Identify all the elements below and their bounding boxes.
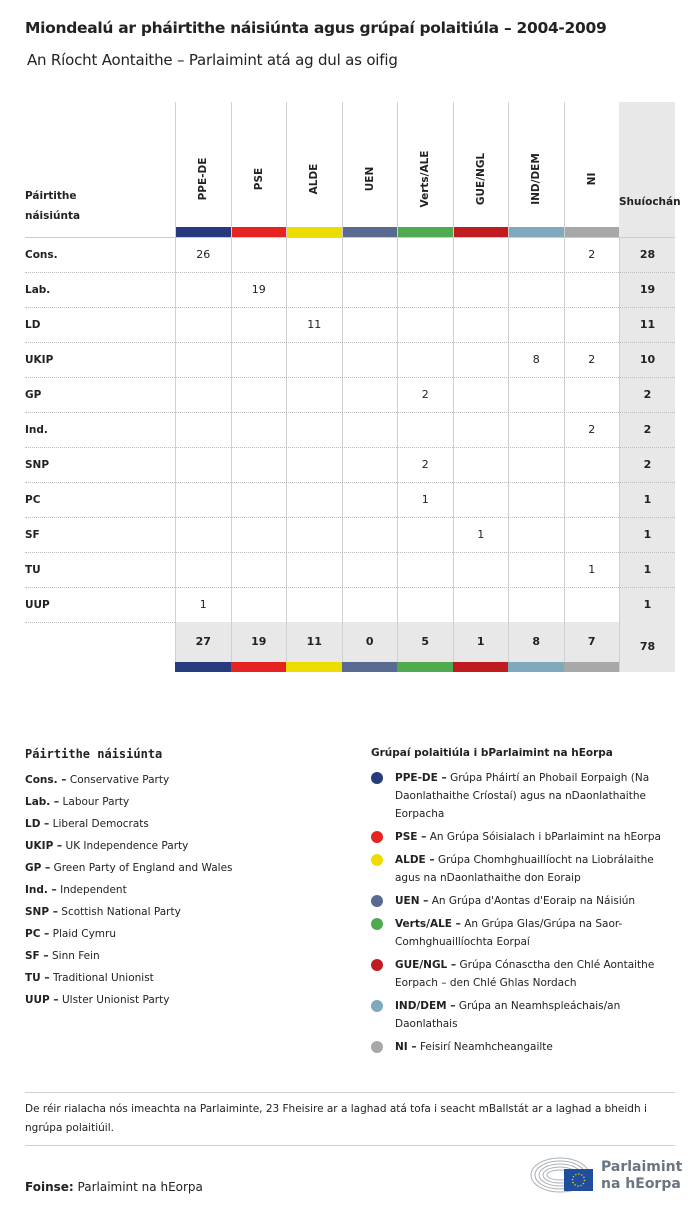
group-code-text: Verts/ALE	[419, 150, 432, 208]
group-color-bar	[343, 227, 398, 237]
group-color-bar	[565, 227, 620, 237]
grand-total: 78	[619, 622, 675, 672]
table-row	[25, 447, 675, 482]
seat-cell	[231, 483, 287, 518]
row-total: 1	[619, 518, 675, 553]
party-label: LD	[25, 319, 41, 331]
party-label: SF	[25, 529, 40, 541]
seat-cell	[286, 413, 342, 448]
seat-cell	[508, 588, 564, 623]
group-name: Grúpa Cónasctha den Chlé Aontaithe Eorpach – den Chlé Ghlas Nordach	[395, 959, 655, 989]
group-column-header	[175, 102, 231, 237]
group-code-text: IND/DEM	[530, 153, 543, 205]
table-row	[25, 587, 675, 622]
table-row	[25, 517, 675, 552]
group-color-dot-icon	[371, 895, 383, 907]
seat-cell	[231, 238, 287, 273]
seat-cell	[231, 378, 287, 413]
party-abbr: Cons. –	[25, 774, 67, 786]
seat-cell	[342, 483, 398, 518]
seat-cell	[508, 448, 564, 483]
seat-cell	[342, 413, 398, 448]
seat-cell	[397, 553, 453, 588]
group-total-cell: 1	[453, 622, 509, 662]
group-total-cell: 0	[342, 622, 398, 662]
seat-cell	[286, 588, 342, 623]
seat-cell: 2	[564, 343, 620, 378]
table-row	[25, 377, 675, 412]
row-total: 1	[619, 483, 675, 518]
seat-cell	[397, 413, 453, 448]
seat-cell	[397, 238, 453, 273]
group-legend-item	[371, 769, 675, 823]
logo-line2: na hEorpa	[601, 1176, 681, 1192]
seat-cell	[564, 273, 620, 308]
group-color-dot-icon	[371, 1041, 383, 1053]
party-legend-item	[25, 813, 233, 835]
party-legend-item	[25, 945, 233, 967]
group-color-bar	[286, 662, 342, 672]
seat-cell	[175, 273, 231, 308]
group-abbr: GUE/NGL –	[395, 959, 457, 971]
party-legend-item	[25, 989, 233, 1011]
party-abbr: TU –	[25, 972, 50, 984]
group-color-bar	[398, 227, 453, 237]
group-color-dot-icon	[371, 772, 383, 784]
group-name: Grúpa Pháirtí an Phobail Eorpaigh (Na Daonlathaithe Críostaí) agus na nDaonlathaithe Eorpacha	[395, 772, 650, 820]
group-legend-item	[371, 997, 675, 1033]
table-row	[25, 552, 675, 587]
group-column-header	[286, 102, 342, 237]
seat-cell	[175, 343, 231, 378]
row-total: 2	[619, 413, 675, 448]
party-name: Scottish National Party	[61, 906, 181, 918]
seat-cell: 1	[175, 588, 231, 623]
party-label: Ind.	[25, 424, 48, 436]
party-legend	[25, 747, 233, 1011]
group-legend-title: Grúpaí polaitiúla i bParlaimint na hEorpa	[371, 747, 613, 759]
party-label: TU	[25, 564, 41, 576]
seat-cell: 8	[508, 343, 564, 378]
party-legend-item	[25, 901, 233, 923]
party-abbr: GP –	[25, 862, 51, 874]
table-row	[25, 237, 675, 272]
row-total: 28	[619, 238, 675, 273]
group-color-bar	[175, 662, 231, 672]
seat-cell: 2	[564, 413, 620, 448]
seat-cell: 2	[397, 448, 453, 483]
seat-cell	[453, 483, 509, 518]
party-label: Lab.	[25, 284, 51, 296]
group-name: Feisirí Neamhcheangailte	[419, 1041, 553, 1053]
seat-cell	[508, 413, 564, 448]
seat-cell	[231, 448, 287, 483]
party-legend-item	[25, 857, 233, 879]
party-legend-title: Páirtithe náisiúnta	[25, 747, 163, 761]
seat-cell	[397, 518, 453, 553]
group-total-cell: 7	[564, 622, 620, 662]
party-label: PC	[25, 494, 41, 506]
seat-cell	[175, 413, 231, 448]
seat-cell	[286, 553, 342, 588]
group-column-header	[508, 102, 564, 237]
seat-cell	[453, 378, 509, 413]
group-abbr: IND/DEM –	[395, 1000, 456, 1012]
seat-cell	[397, 343, 453, 378]
seat-cell	[453, 448, 509, 483]
group-color-dot-icon	[371, 1000, 383, 1012]
table-row	[25, 412, 675, 447]
group-total-cell: 19	[231, 622, 287, 662]
group-abbr: PSE –	[395, 831, 427, 843]
seat-cell	[564, 483, 620, 518]
seat-cell	[342, 238, 398, 273]
group-abbr: UEN –	[395, 895, 429, 907]
seat-cell	[231, 413, 287, 448]
group-code-text: UEN	[363, 166, 376, 192]
group-name: An Grúpa d'Aontas d'Eoraip na Náisiún	[431, 895, 636, 907]
group-column-header	[564, 102, 620, 237]
seat-cell	[342, 273, 398, 308]
total-column-header: Shuíochán	[619, 102, 675, 237]
seat-cell	[342, 378, 398, 413]
group-total-cell: 27	[175, 622, 231, 662]
group-column-header	[231, 102, 287, 237]
divider	[25, 1092, 675, 1093]
seat-cell	[342, 343, 398, 378]
seat-cell	[342, 588, 398, 623]
group-legend-item	[371, 1038, 675, 1056]
seat-cell: 2	[564, 238, 620, 273]
group-legend-item	[371, 828, 675, 846]
table-row	[25, 307, 675, 342]
seat-cell	[286, 378, 342, 413]
group-legend-item	[371, 851, 675, 887]
seat-cell: 1	[564, 553, 620, 588]
seat-cell	[508, 378, 564, 413]
row-total: 11	[619, 308, 675, 343]
group-abbr: Verts/ALE –	[395, 918, 461, 930]
seat-cell	[342, 448, 398, 483]
group-abbr: PPE-DE –	[395, 772, 447, 784]
seat-cell	[286, 273, 342, 308]
group-abbr: NI –	[395, 1041, 417, 1053]
party-abbr: PC –	[25, 928, 50, 940]
group-code-text: NI	[585, 172, 598, 186]
seat-cell	[286, 343, 342, 378]
seat-cell: 1	[397, 483, 453, 518]
seat-cell	[564, 448, 620, 483]
party-label: SNP	[25, 459, 50, 471]
group-column-header	[453, 102, 509, 237]
row-total: 2	[619, 378, 675, 413]
seat-cell	[231, 588, 287, 623]
group-abbr: ALDE –	[395, 854, 435, 866]
party-legend-item	[25, 879, 233, 901]
party-name: Labour Party	[62, 796, 130, 808]
seat-cell	[175, 518, 231, 553]
party-abbr: LD –	[25, 818, 50, 830]
group-code-text: PPE-DE	[197, 157, 210, 201]
party-name: Ulster Unionist Party	[62, 994, 170, 1006]
seat-cell: 2	[397, 378, 453, 413]
group-legend-item	[371, 915, 675, 951]
group-color-bar	[342, 662, 398, 672]
seat-cell	[231, 343, 287, 378]
hemicycle-flag-icon	[530, 1155, 596, 1195]
seat-cell	[453, 273, 509, 308]
group-color-dot-icon	[371, 831, 383, 843]
party-abbr: Lab. –	[25, 796, 60, 808]
party-legend-item	[25, 791, 233, 813]
group-color-bar	[509, 227, 564, 237]
group-name: An Grúpa Sóisialach i bParlaimint na hEorpa	[429, 831, 661, 843]
seat-cell: 11	[286, 308, 342, 343]
seat-cell	[508, 308, 564, 343]
row-total: 10	[619, 343, 675, 378]
group-name: An Grúpa Glas/Grúpa na Saor-Comhghuaillíochta Eorpaí	[395, 918, 623, 948]
seat-cell	[453, 553, 509, 588]
divider	[25, 1145, 675, 1146]
seat-cell	[564, 588, 620, 623]
seat-cell	[564, 518, 620, 553]
seat-cell: 26	[175, 238, 231, 273]
seat-cell	[231, 553, 287, 588]
seat-cell	[564, 308, 620, 343]
seat-cell	[453, 413, 509, 448]
row-total: 1	[619, 588, 675, 623]
party-legend-item	[25, 835, 233, 857]
group-total-cell: 5	[397, 622, 453, 662]
seat-cell	[175, 378, 231, 413]
party-name: Traditional Unionist	[52, 972, 154, 984]
seat-cell	[453, 588, 509, 623]
group-color-bar	[176, 227, 231, 237]
source-label: Foinse:	[25, 1180, 74, 1194]
group-color-bar	[453, 662, 509, 672]
table-row	[25, 482, 675, 517]
party-name: Plaid Cymru	[52, 928, 117, 940]
european-parliament-logo	[530, 1155, 683, 1195]
party-abbr: UUP –	[25, 994, 59, 1006]
group-code-text: ALDE	[308, 163, 321, 195]
seat-cell	[508, 238, 564, 273]
party-name: Independent	[60, 884, 127, 896]
group-color-bar	[564, 662, 620, 672]
seat-cell	[508, 483, 564, 518]
seat-cell: 1	[453, 518, 509, 553]
seat-cell	[175, 483, 231, 518]
group-color-dot-icon	[371, 918, 383, 930]
party-abbr: SNP –	[25, 906, 58, 918]
group-name: Grúpa Chomhghuaillíocht na Liobrálaithe agus na nDaonlathaithe don Eoraip	[395, 854, 654, 884]
group-color-dot-icon	[371, 959, 383, 971]
seat-cell	[286, 518, 342, 553]
row-total: 2	[619, 448, 675, 483]
group-code-text: GUE/NGL	[474, 152, 487, 206]
seat-cell	[508, 553, 564, 588]
group-total-cell: 11	[286, 622, 342, 662]
seat-cell: 19	[231, 273, 287, 308]
row-total: 1	[619, 553, 675, 588]
source	[25, 1180, 203, 1194]
seat-cell	[342, 518, 398, 553]
seat-cell	[564, 378, 620, 413]
group-color-bar	[397, 662, 453, 672]
row-total: 19	[619, 273, 675, 308]
seat-cell	[286, 448, 342, 483]
seat-cell	[397, 588, 453, 623]
group-color-bar	[454, 227, 509, 237]
group-color-bar	[287, 227, 342, 237]
seat-cell	[342, 308, 398, 343]
party-name: Conservative Party	[69, 774, 170, 786]
seat-cell	[453, 343, 509, 378]
group-color-bar	[508, 662, 564, 672]
party-name: UK Independence Party	[65, 840, 189, 852]
party-name: Liberal Democrats	[52, 818, 149, 830]
party-column-header: Páirtithe náisiúnta	[25, 190, 81, 222]
group-name: Grúpa an Neamhspleáchais/an Daonlathais	[395, 1000, 621, 1030]
party-label: GP	[25, 389, 42, 401]
seat-cell	[508, 273, 564, 308]
seat-cell	[453, 238, 509, 273]
party-legend-item	[25, 923, 233, 945]
seat-cell	[175, 448, 231, 483]
party-label: Cons.	[25, 249, 58, 261]
seat-cell	[175, 553, 231, 588]
seat-cell	[175, 308, 231, 343]
group-legend-item	[371, 892, 675, 910]
source-value: Parlaimint na hEorpa	[77, 1180, 203, 1194]
seat-cell	[286, 483, 342, 518]
group-legend-item	[371, 956, 675, 992]
party-label: UUP	[25, 599, 50, 611]
party-abbr: SF –	[25, 950, 49, 962]
party-legend-item	[25, 769, 233, 791]
party-abbr: UKIP –	[25, 840, 63, 852]
group-color-bar	[231, 662, 287, 672]
table-row	[25, 272, 675, 307]
party-legend-item	[25, 967, 233, 989]
seat-cell	[453, 308, 509, 343]
seat-cell	[397, 308, 453, 343]
page-title: Miondealú ar pháirtithe náisiúnta agus grúpaí polaitiúla – 2004-2009	[25, 19, 607, 37]
group-color-bar	[232, 227, 287, 237]
group-column-header	[397, 102, 453, 237]
group-code-text: PSE	[252, 167, 265, 191]
group-legend	[371, 747, 675, 1061]
seat-cell	[342, 553, 398, 588]
seat-cell	[231, 308, 287, 343]
table-row	[25, 342, 675, 377]
group-color-dot-icon	[371, 854, 383, 866]
seat-cell	[508, 518, 564, 553]
page-subtitle: An Ríocht Aontaithe – Parlaimint atá ag dul as oifig	[27, 51, 398, 69]
logo-line1: Parlaimint	[601, 1159, 683, 1175]
footnote: De réir rialacha nós imeachta na Parlaiminte, 23 Fheisire ar a laghad atá tofa i seacht mBallstát ar a laghad a bheidh i ngrúpa polaitiúil.	[25, 1103, 647, 1134]
seat-cell	[231, 518, 287, 553]
party-name: Sinn Fein	[51, 950, 100, 962]
seat-cell	[397, 273, 453, 308]
party-abbr: Ind. –	[25, 884, 57, 896]
group-column-header	[342, 102, 398, 237]
seat-cell	[286, 238, 342, 273]
group-total-cell: 8	[508, 622, 564, 662]
party-label: UKIP	[25, 354, 54, 366]
party-name: Green Party of England and Wales	[53, 862, 233, 874]
